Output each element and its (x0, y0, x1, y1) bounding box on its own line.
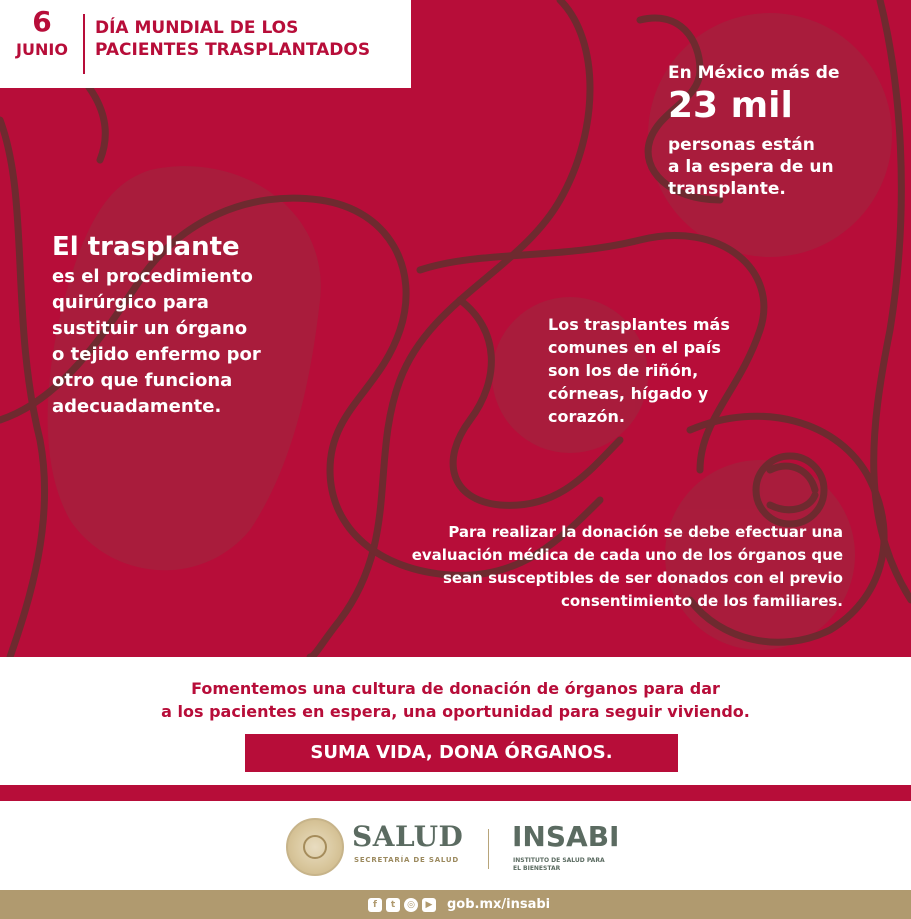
event-title (95, 17, 370, 61)
donation-line: consentimiento de los familiares. (560, 592, 843, 610)
common-line: son los de riñón, (548, 361, 699, 380)
definition-line: es el procedimiento (52, 266, 253, 287)
cta-line: Fomentemos una cultura de donación de órganos para dar (191, 679, 720, 698)
date-day: 6 (32, 5, 52, 38)
date-divider (83, 14, 85, 74)
donation-line: Para realizar la donación se debe efectuar una (448, 523, 843, 541)
common-transplants (548, 313, 730, 428)
logo-divider (488, 829, 489, 869)
insabi-logo-subtitle (513, 857, 605, 873)
twitter-icon[interactable]: t (386, 898, 400, 912)
donation-line: sean susceptibles de ser donados con el previo (442, 569, 843, 587)
cta-message (0, 677, 911, 723)
definition-body (52, 264, 261, 420)
event-title-line: DÍA MUNDIAL DE LOS (95, 18, 299, 38)
definition-title: El trasplante (52, 232, 240, 262)
definition-line: sustituir un órgano (52, 318, 248, 339)
call-to-action (0, 657, 911, 785)
date-header (0, 0, 411, 88)
definition-line: quirúrgico para (52, 292, 209, 313)
facebook-icon[interactable]: f (368, 898, 382, 912)
stat-rest-line: a la espera de un (668, 157, 834, 177)
event-title-line: PACIENTES TRASPLANTADOS (95, 40, 371, 60)
definition-line: adecuadamente. (52, 396, 222, 417)
definition-line: otro que funciona (52, 370, 233, 391)
salud-logo-subtitle: SECRETARÍA DE SALUD (354, 856, 460, 864)
cta-line: a los pacientes en espera, una oportunidad para seguir viviendo. (161, 702, 750, 721)
transplant-definition (52, 232, 261, 420)
date-month: JUNIO (16, 40, 68, 59)
stat-rest (668, 134, 839, 200)
donation-requirements (412, 521, 843, 613)
common-line: Los trasplantes más (548, 315, 730, 334)
slogan-banner: SUMA VIDA, DONA ÓRGANOS. (245, 734, 678, 772)
stat-number: 23 mil (668, 85, 793, 126)
insabi-subtitle-line: EL BIENESTAR (513, 865, 561, 872)
insabi-logo-name: INSABI (512, 820, 620, 853)
seal-emblem (303, 835, 327, 859)
insabi-subtitle-line: INSTITUTO DE SALUD PARA (513, 857, 605, 864)
logo-bar (0, 801, 911, 890)
waiting-list-stat (668, 62, 839, 200)
common-line: corazón. (548, 407, 625, 426)
instagram-icon[interactable]: ◎ (404, 898, 418, 912)
stat-rest-line: transplante. (668, 179, 786, 199)
website-link[interactable]: gob.mx/insabi (447, 897, 551, 912)
youtube-icon[interactable]: ▶ (422, 898, 436, 912)
footer-bar (0, 890, 911, 919)
common-line: córneas, hígado y (548, 384, 709, 403)
common-line: comunes en el país (548, 338, 721, 357)
salud-logo-name: SALUD (352, 820, 464, 853)
mexico-seal-icon (286, 818, 344, 876)
definition-line: o tejido enfermo por (52, 344, 261, 365)
stat-rest-line: personas están (668, 135, 815, 155)
stat-lead: En México más de (668, 63, 840, 83)
donation-line: evaluación médica de cada uno de los órganos que (411, 546, 843, 564)
social-icons (368, 898, 436, 912)
red-band-divider (0, 785, 911, 801)
